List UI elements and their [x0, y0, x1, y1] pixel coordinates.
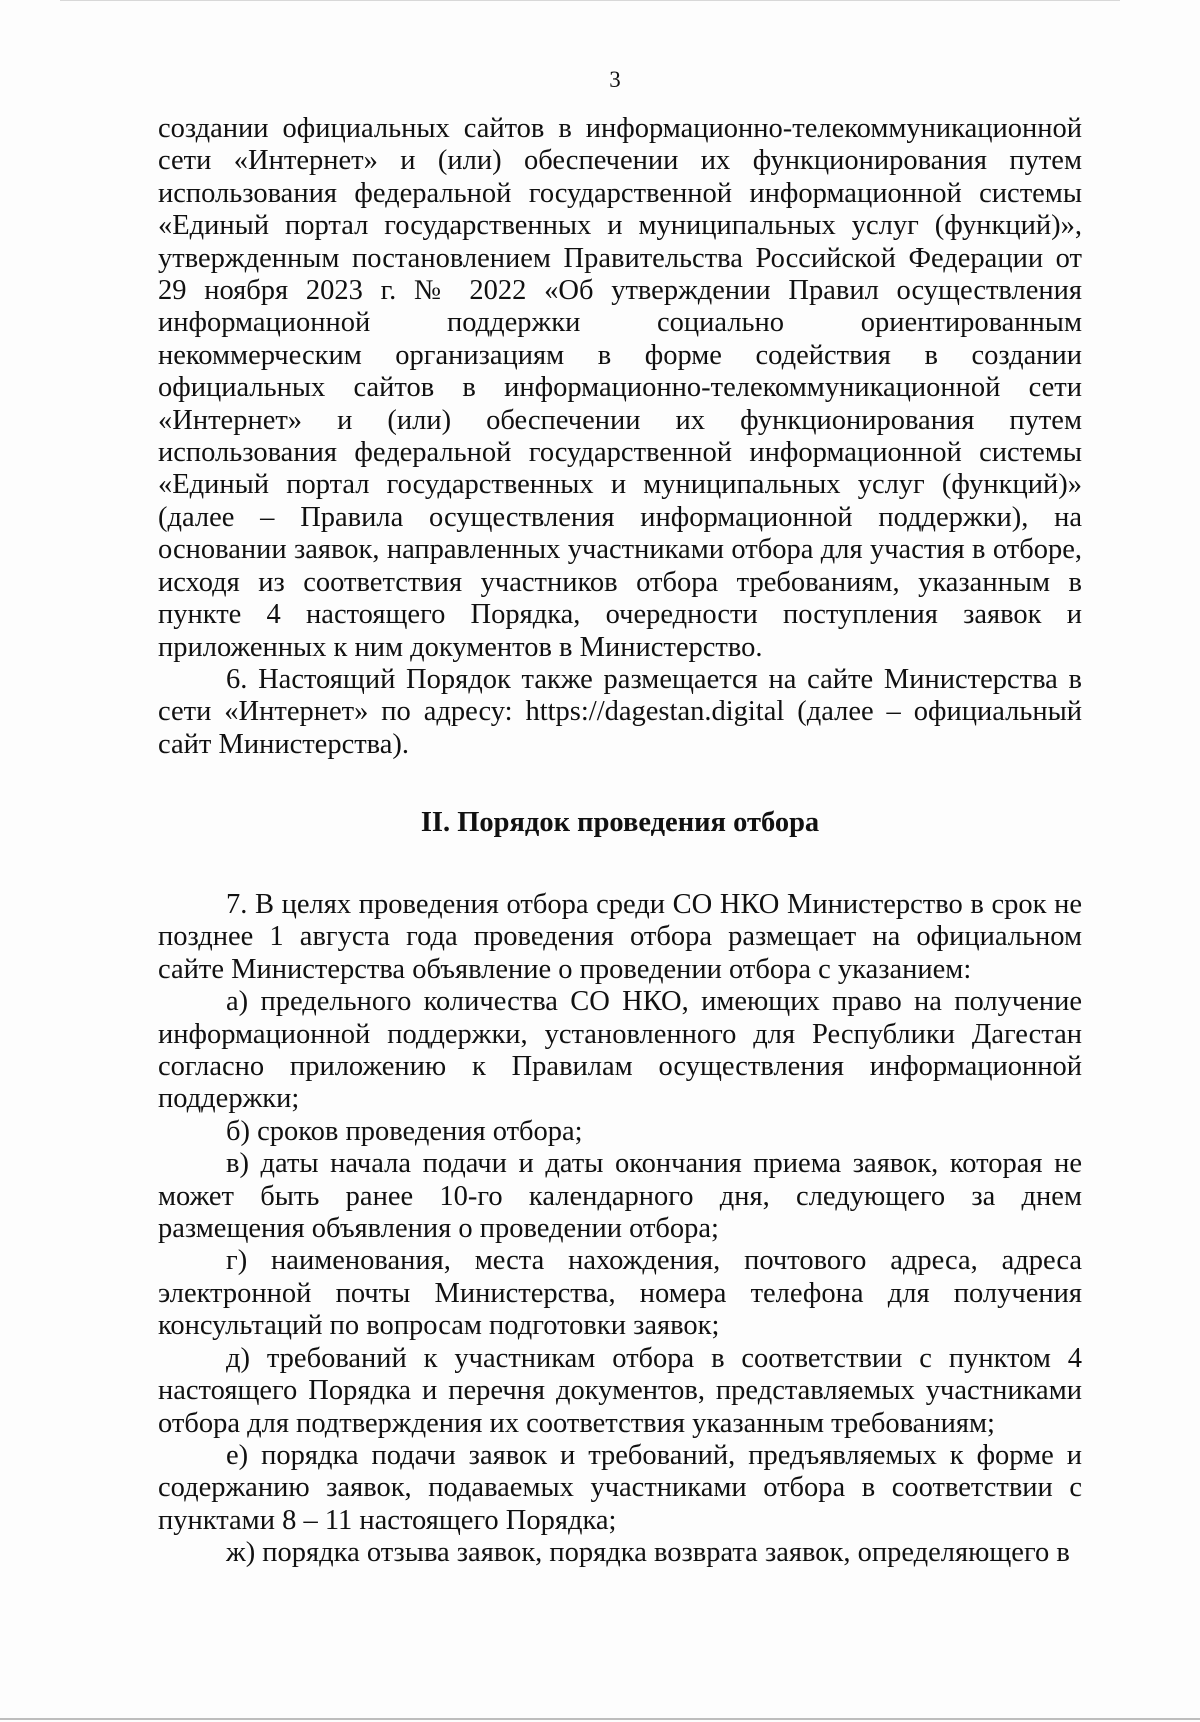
text-block-after-heading: [158, 889, 1082, 1570]
scan-edge-top: [60, 0, 1120, 1]
list-item-d: д) требований к участникам отбора в соответствии с пунктом 4 настоящего Порядка и перечня документов, представляемых участниками отбора для подтверждения их соответствия указанным требованиям;: [158, 1342, 1082, 1439]
list-item-b: б) сроков проведения отбора;: [226, 1115, 583, 1147]
text-block-before-heading: [158, 113, 1082, 761]
list-item-v: в) даты начала подачи и даты окончания приема заявок, которая не может быть ранее 10-го календарного дня, следующего за днем размещения объявления о проведении отбора;: [158, 1148, 1082, 1245]
scan-edge-bottom: [0, 1718, 1200, 1720]
list-item-a: а) предельного количества СО НКО, имеющих право на получение информационной поддержки, установленного для Республики Дагестан согласно приложению к Правилам осуществления информационной поддержки;: [158, 986, 1082, 1115]
list-item-zh: ж) порядка отзыва заявок, порядка возврата заявок, определяющего в: [226, 1537, 1070, 1569]
paragraph-7: 7. В целях проведения отбора среди СО НКО Министерство в срок не позднее 1 августа года проведения отбора размещает на официальном сайте Министерства объявление о проведении отбора с указанием:: [158, 889, 1082, 985]
list-item-e: е) порядка подачи заявок и требований, предъявляемых к форме и содержанию заявок, подаваемых участниками отбора в соответствии с пунктами 8 – 11 настоящего Порядка;: [158, 1439, 1082, 1536]
section-heading: II. Порядок проведения отбора: [420, 807, 820, 838]
page-number: 3: [609, 67, 621, 92]
paragraph-5-continuation: создании официальных сайтов в информационно-телекоммуникационной сети «Интернет» и (или) обеспечении их функционирования путем использования федеральной государственной информационной системы «Единый портал государственных и муниципальных услуг (функций)», утвержденным постановлением Правительства Российской Федерации от 29 ноября 2023 г. № 2022 «Об утверждении Правил осуществления информационной поддержки социально ориентированным некоммерческим организациям в форме содействия в создании официальных сайтов в информационно-телекоммуникационной сети «Интернет» и (или) обеспечении их функционирования путем использования федеральной государственной информационной системы «Единый портал государственных и муниципальных услуг (функций)» (далее – Правила осуществления информационной поддержки), на основании заявок, направленных участниками отбора для участия в отборе, исходя из соответствия участников отбора требованиям, указанным в пункте 4 настоящего Порядка, очередности поступления заявок и приложенных к ним документов в Министерство.: [158, 113, 1082, 663]
paragraph-6: 6. Настоящий Порядок также размещается на сайте Министерства в сети «Интернет» по адресу: https://dagestan.digital (далее – официальный сайт Министерства).: [158, 663, 1082, 760]
list-item-g: г) наименования, места нахождения, почтового адреса, адреса электронной почты Министерства, номера телефона для получения консультаций по вопросам подготовки заявок;: [158, 1245, 1082, 1342]
